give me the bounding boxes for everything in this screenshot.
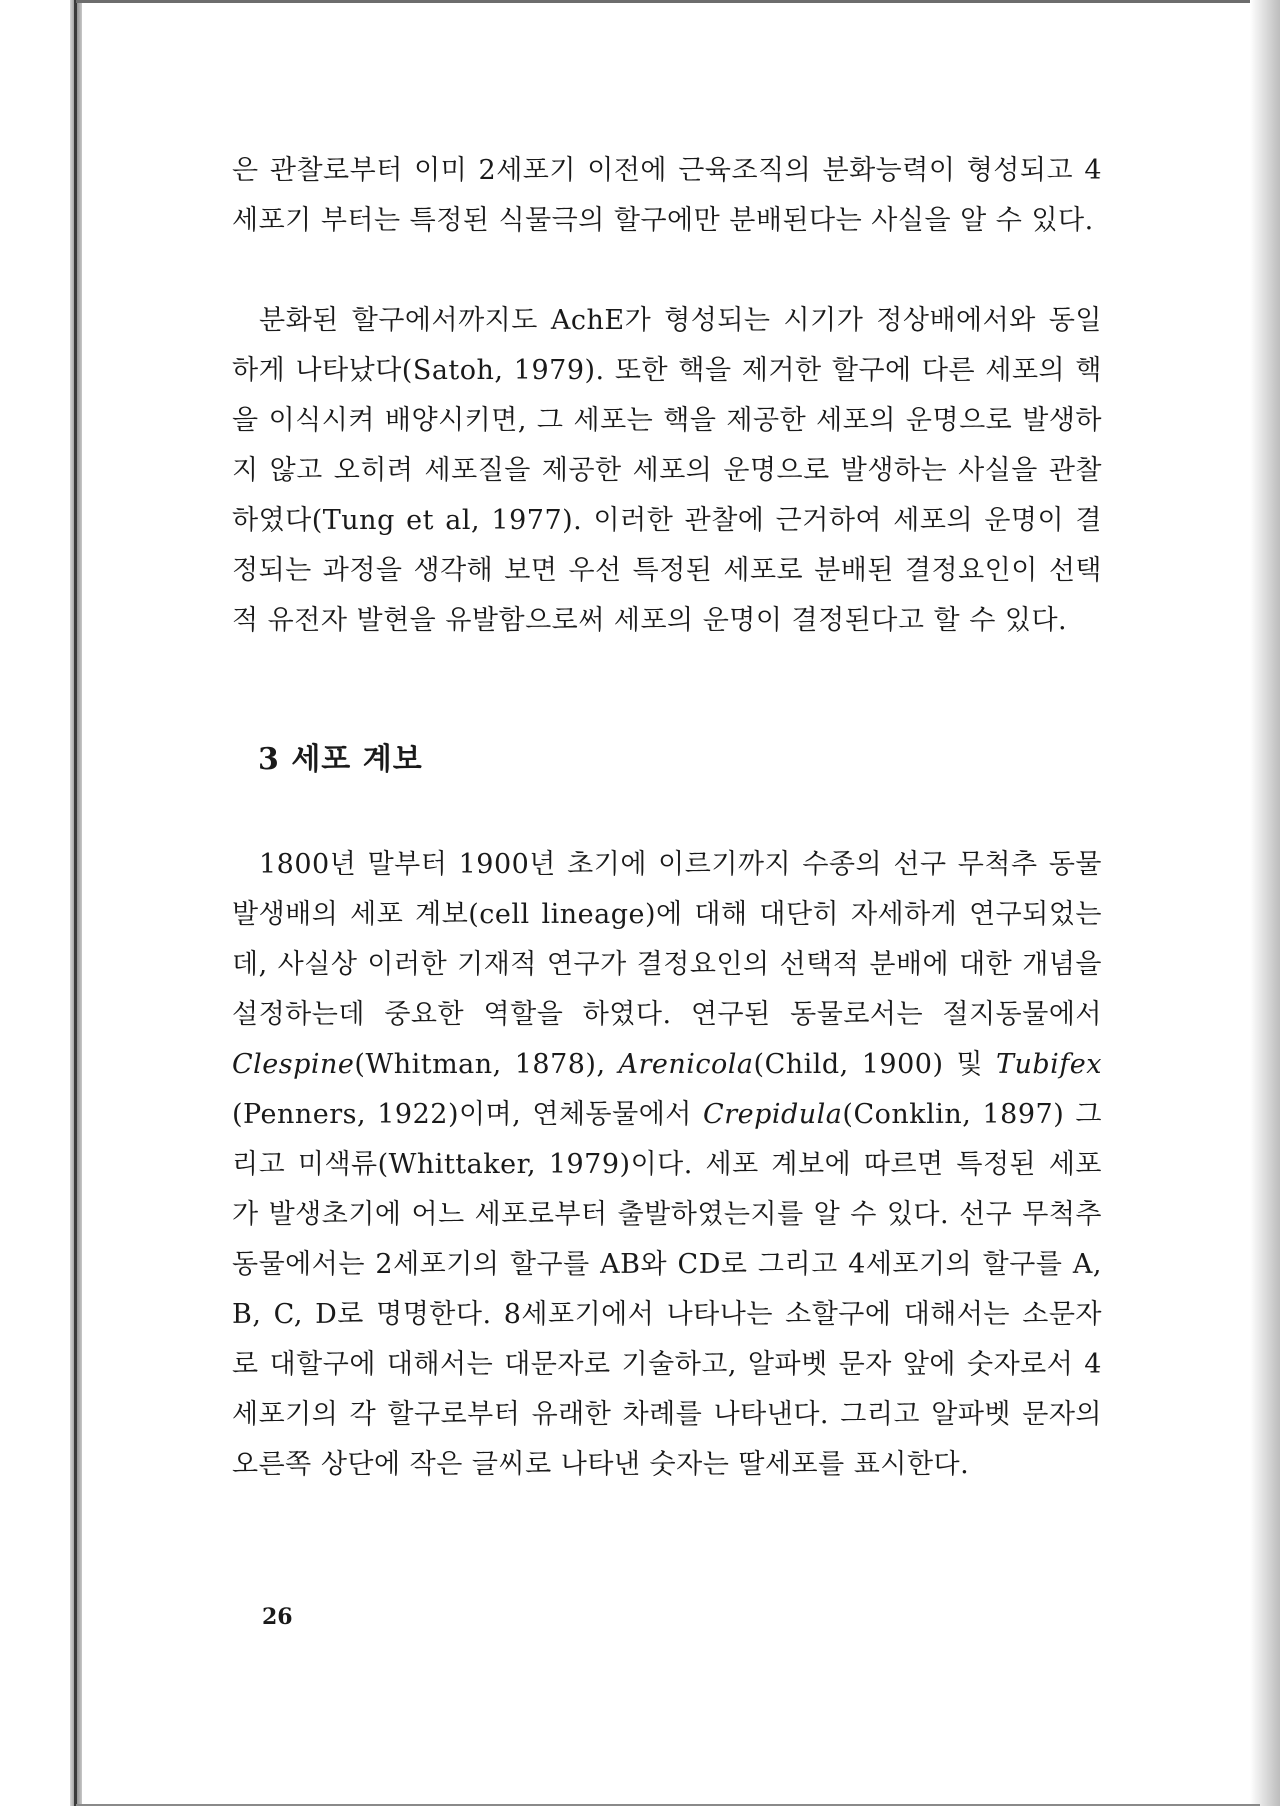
paragraph-3-part-1: 1800년 말부터 1900년 초기에 이르기까지 수종의 선구 무척추 동물 발생배의 세포 계보(cell lineage)에 대해 대단히 자세하게 연구되었는데, 사실상 이러한 기재적 연구가 결정요인의 선택적 분배에 대한 개념을 설정하는데 중요한 역할을 하였다. 연구된 동물로서는 절지동물에서 [232,849,1102,1030]
page-border-left [74,0,77,1806]
paragraph-3-part-5: (Conklin, 1897) 그리고 미색류(Whittaker, 1979)이다. 세포 계보에 따르면 특정된 세포가 발생초기에 어느 세포로부터 출발하였는지를 알 수 있다. 선구 무척추 동물에서는 2세포기의 할구를 AB와 CD로 그리고 4세포기의 할구를 A, B, C, D로 명명한다. 8세포기에서 나타나는 소할구에 대해서는 소문자로 대할구에 대해서는 대문자로 기술하고, 알파벳 문자 앞에 숫자로서 4세포기의 각 할구로부터 유래한 차례를 나타낸다. 그리고 알파벳 문자의 오른쪽 상단에 작은 글씨로 나타낸 숫자는 딸세포를 표시한다. [232,1099,1102,1480]
paragraph-2: 분화된 할구에서까지도 AchE가 형성되는 시기가 정상배에서와 동일하게 나타났다(Satoh, 1979). 또한 핵을 제거한 할구에 다른 세포의 핵을 이식시켜 배양시키면, 그 세포는 핵을 제공한 세포의 운명으로 발생하지 않고 오히려 세포질을 제공한 세포의 운명으로 발생하는 사실을 관찰하였다(Tung et al, 1977). 이러한 관찰에 근거하여 세포의 운명이 결정되는 과정을 생각해 보면 우선 특정된 세포로 분배된 결정요인이 선택적 유전자 발현을 유발함으로써 세포의 운명이 결정된다고 할 수 있다. [232,305,1102,636]
paragraph-3-part-2: (Whitman, 1878), [354,1049,619,1080]
page-shadow-right [1250,0,1280,1806]
page-number: 26 [262,1604,293,1630]
paragraph-3-part-4: (Penners, 1922)이며, 연체동물에서 [232,1099,704,1130]
paragraph-3 [232,840,1102,1490]
page-border-top [76,0,1260,3]
paragraph-block-3 [232,840,1102,1490]
genus-tubifex: Tubifex [996,1049,1103,1080]
section-heading: 3 세포 계보 [258,742,423,777]
paragraph-3-part-3: (Child, 1900) 및 [753,1049,996,1080]
paragraph-continued [232,146,1102,246]
genus-clespine: Clespine [232,1049,355,1080]
genus-crepidula: Crepidula [703,1099,843,1130]
paragraph-block-2 [232,296,1102,646]
paragraph-1: 은 관찰로부터 이미 2세포기 이전에 근육조직의 분화능력이 형성되고 4세포기 부터는 특정된 식물극의 할구에만 분배된다는 사실을 알 수 있다. [232,155,1102,236]
genus-arenicola: Arenicola [618,1049,754,1080]
